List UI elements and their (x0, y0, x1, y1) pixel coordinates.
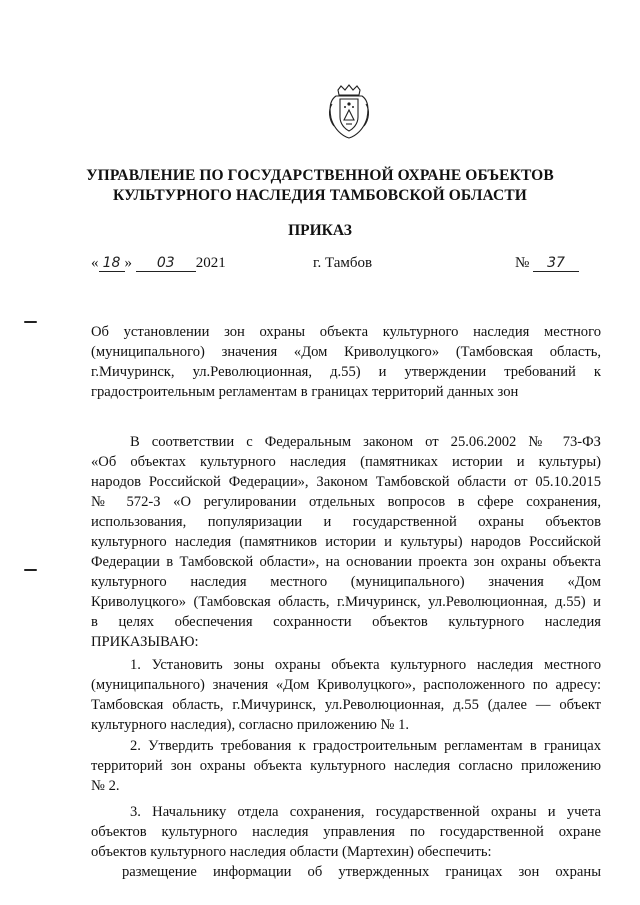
date-month: 03 (156, 255, 175, 271)
date-line (91, 255, 591, 279)
preamble-paragraph: В соответствии с Федеральным законом от 25.06.2002 № 73-ФЗ «Об объектах культурного наследия (памятниках истории и культуры) народов Российской Федерации», Законом Тамбовской области от 05.10.2015 № 572-З «О регулировании отдельных вопросов в сфере сохранения, использования, популяризации и государственной охраны объектов культурного наследия (памятников истории и культуры) народов Российской Федерации в Тамбовской области», на основании проекта зон охраны объекта культурного наследия местного (муниципального) значения «Дом Криволуцкого» (Тамбовская область, г.Мичуринск, ул.Революционная, д.55) и в целях обеспечения сохранности объектов культурного наследия ПРИКАЗЫВАЮ: (91, 434, 601, 650)
subject-paragraph: Об установлении зон охраны объекта культурного наследия местного (муниципального) значения «Дом Криволуцкого» (Тамбовская область, г.Мичуринск, ул.Революционная, д.55) и утверждении требований к градостроительным регламентам в границах территорий данных зон (91, 324, 601, 400)
date-close-quote: » (124, 255, 132, 271)
document-type: ПРИКАЗ (288, 222, 352, 239)
item-3: 3. Начальнику отдела сохранения, государственной охраны и учета объектов культурного наследия управления по государственной охране объектов культурного наследия области (Мартехин) обеспечить: (91, 804, 601, 860)
document-city: г. Тамбов (313, 255, 373, 271)
number-value: 37 (547, 255, 565, 271)
margin-mark (24, 321, 37, 323)
coat-of-arms-icon (326, 84, 372, 140)
item-2: 2. Утвердить требования к градостроительным регламентам в границах территорий зон охраны объекта культурного наследия согласно приложению № 2. (91, 738, 601, 794)
document-number (515, 255, 579, 272)
date-open-quote: « (91, 255, 99, 271)
agency-title-line2: КУЛЬТУРНОГО НАСЛЕДИЯ ТАМБОВСКОЙ ОБЛАСТИ (113, 187, 527, 204)
item-3-subitems: размещение информации об утвержденных границах зон охраны (122, 864, 601, 880)
number-label: № (515, 255, 530, 271)
order-word: ПРИКАЗЫВАЮ: (91, 634, 199, 650)
date-day: 18 (102, 255, 121, 271)
date-year: 2021 (195, 255, 226, 271)
document-date (91, 255, 226, 272)
margin-mark (24, 569, 37, 571)
agency-title-line1: УПРАВЛЕНИЕ ПО ГОСУДАРСТВЕННОЙ ОХРАНЕ ОБЪЕКТОВ (86, 167, 554, 184)
item-1: 1. Установить зоны охраны объекта культурного наследия местного (муниципального) значения «Дом Криволуцкого», расположенного по адресу: Тамбовская область, г.Мичуринск, ул.Революционная, д.55 (далее — объект культурного наследия), согласно приложению № 1. (91, 657, 601, 733)
